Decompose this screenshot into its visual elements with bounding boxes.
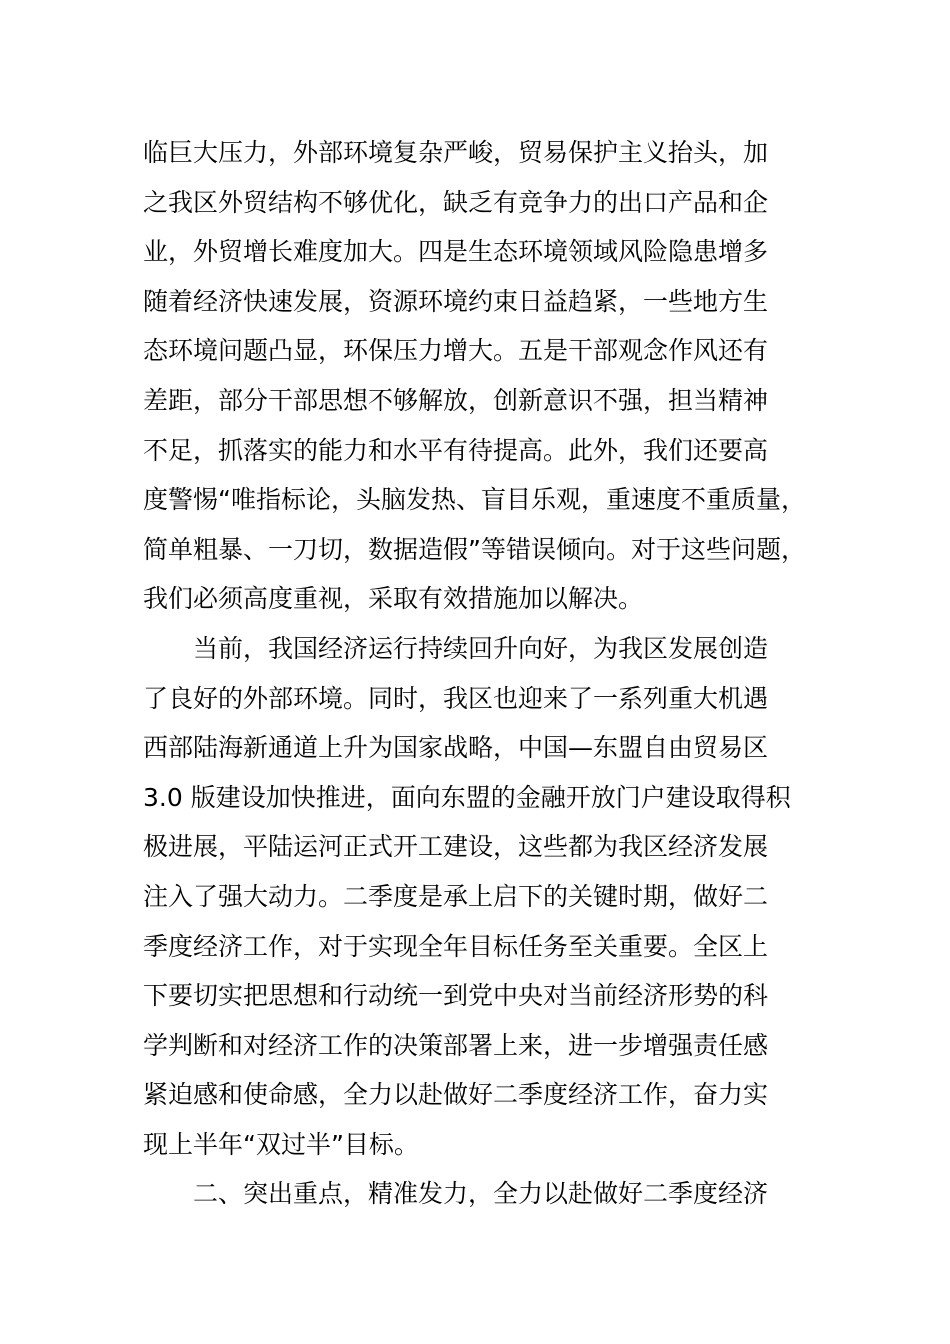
text-line: 业，外贸增长难度加大。四是生态环境领域风险隐患增多 [143,237,769,267]
text-line: 之我区外贸结构不够优化，缺乏有竞争力的出口产品和企 [143,187,769,217]
text-line: 我们必须高度重视，采取有效措施加以解决。 [143,584,644,614]
text-line: 度警惕“唯指标论，头脑发热、盲目乐观，重速度不重质量， [143,485,806,515]
text-line: 西部陆海新通道上升为国家战略，中国—东盟自由贸易区 [143,733,769,763]
text-line: 随着经济快速发展，资源环境约束日益趋紧，一些地方生 [143,286,769,316]
body-text [143,128,843,1219]
text-line: 临巨大压力，外部环境复杂严峻，贸易保护主义抬头，加 [143,138,769,167]
text-line: 了良好的外部环境。同时，我区也迎来了一系列重大机遇 [143,683,769,713]
text-line: 极进展，平陆运河正式开工建设，这些都为我区经济发展 [143,832,769,862]
text-line: 季度经济工作，对于实现全年目标任务至关重要。全区上 [143,931,769,961]
text-line: 简单粗暴、一刀切，数据造假”等错误倾向。对于这些问题， [143,534,806,564]
text-line: 3.0 版建设加快推进，面向东盟的金融开放门户建设取得积 [143,782,791,812]
text-line: 态环境问题凸显，环保压力增大。五是干部观念作风还有 [143,336,769,366]
text-line: 不足，抓落实的能力和水平有待提高。此外，我们还要高 [143,435,769,465]
text-line: 下要切实把思想和行动统一到党中央对当前经济形势的科 [143,981,769,1011]
text-line: 学判断和对经济工作的决策部署上来，进一步增强责任感 [143,1030,769,1060]
text-line: 差距，部分干部思想不够解放，创新意识不强，担当精神 [143,385,769,415]
text-line: 紧迫感和使命感，全力以赴做好二季度经济工作，奋力实 [143,1080,769,1110]
paragraph-start-line: 当前，我国经济运行持续回升向好，为我区发展创造 [193,633,769,663]
text-line: 注入了强大动力。二季度是承上启下的关键时期，做好二 [143,881,769,911]
section-heading-line: 二、突出重点，精准发力，全力以赴做好二季度经济 [193,1179,769,1209]
text-line: 现上半年“双过半”目标。 [143,1129,419,1159]
